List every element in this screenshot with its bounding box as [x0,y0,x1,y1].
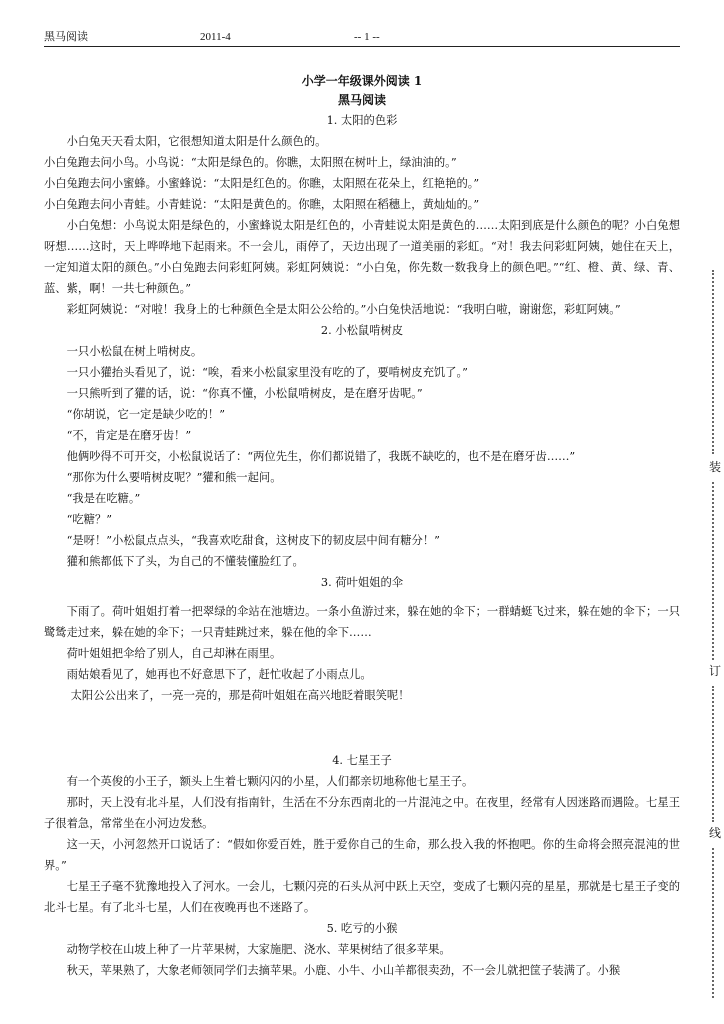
section-title: 4. 七星王子 [332,754,392,767]
header-date: 2011-4 [200,31,231,43]
section-title: 2. 小松鼠啃树皮 [320,324,404,337]
document-title: 小学一年级课外阅读 1 [301,74,423,88]
binding-char: 装 [708,460,721,474]
header-page-number: -- 1 -- [354,31,380,43]
paragraph: “吃糖？” [66,513,113,526]
paragraph: 动物学校在山坡上种了一片苹果树，大家施肥、浇水、苹果树结了很多苹果。 [66,943,451,956]
binding-margin [700,0,724,1024]
binding-dotted-line [712,482,714,660]
paragraph: 那时，天上没有北斗星，人们没有指南针，生活在不分东西南北的一片混沌之中。在夜里，经常有人因迷路而遇险。七星王子很着急，常常坐在小河边发愁。 [44,796,680,830]
paragraph: 小白兔跑去问小蜜蜂。小蜜蜂说：“太阳是红色的。你瞧，太阳照在花朵上，红艳艳的。” [44,177,480,190]
paragraph: “我是在吃糖。” [66,492,141,505]
page-header [44,30,680,47]
paragraph: 小白兔跑去问小鸟。小鸟说：“太阳是绿色的。你瞧，太阳照在树叶上，绿油油的。” [44,156,457,169]
section-title: 5. 吃亏的小猴 [326,922,398,935]
section-spacer [44,706,680,750]
paragraph: “是呀！”小松鼠点点头，“我喜欢吃甜食，这树皮下的韧皮层中间有糖分！” [66,534,440,547]
paragraph: 这一天，小河忽然开口说话了：“假如你爱百姓，胜于爱你自己的生命，那么投入我的怀抱吧。你的生命将会照亮混沌的世界。” [44,838,680,872]
paragraph: 一只熊听到了獾的话，说：“你真不懂，小松鼠啃树皮，是在磨牙齿呢。” [66,387,423,400]
paragraph: 七星王子毫不犹豫地投入了河水。一会儿，七颗闪亮的石头从河中跃上天空，变成了七颗闪亮的星星，那就是七星王子变的北斗七星。有了北斗七星，人们在夜晚再也不迷路了。 [44,880,680,914]
paragraph: “你胡说，它一定是缺少吃的！” [66,408,226,421]
paragraph: 小白兔跑去问小青蛙。小青蛙说：“太阳是黄色的。你瞧，太阳照在稻穗上，黄灿灿的。” [44,198,480,211]
paragraph: 一只小獾抬头看见了，说：“唉，看来小松鼠家里没有吃的了，要啃树皮充饥了。” [66,366,468,379]
binding-dotted-line [712,848,714,998]
binding-dotted-line [712,686,714,822]
binding-char: 订 [708,664,721,678]
paragraph: 秋天，苹果熟了，大象老师领同学们去摘苹果。小鹿、小牛、小山羊都很卖劲，不一会儿就把筐子装满了。小猴 [66,964,621,977]
paragraph: 他俩吵得不可开交，小松鼠说话了：“两位先生，你们都说错了，我既不缺吃的，也不是在磨牙齿……” [66,450,576,463]
paragraph: 下雨了。荷叶姐姐打着一把翠绿的伞站在池塘边。一条小鱼游过来，躲在她的伞下；一群蜻蜓飞过来，躲在她的伞下；一只鹭鸶走过来，躲在她的伞下；一只青蛙跳过来，躲在他的伞下…… [44,605,680,639]
paragraph: 彩虹阿姨说：“对啦！我身上的七种颜色全是太阳公公给的。”小白兔快活地说：“我明白啦，谢谢您，彩虹阿姨。” [66,303,621,316]
section-title: 3. 荷叶姐姐的伞 [320,576,404,589]
paragraph: 一只小松鼠在树上啃树皮。 [66,345,203,358]
document-body [44,72,680,981]
paragraph: “不，肯定是在磨牙齿！” [66,429,192,442]
binding-char: 线 [708,826,721,840]
paragraph: 雨姑娘看见了，她再也不好意思下了，赶忙收起了小雨点儿。 [66,668,372,681]
section-title: 1. 太阳的色彩 [326,114,398,127]
document-subtitle: 黑马阅读 [337,93,386,107]
paragraph: 獾和熊都低下了头，为自己的不懂装懂脸红了。 [66,555,304,568]
binding-dotted-line [712,270,714,454]
header-title: 黑马阅读 [44,31,88,43]
paragraph: 荷叶姐姐把伞给了别人，自己却淋在雨里。 [66,647,282,660]
paragraph: 小白兔想：小鸟说太阳是绿色的，小蜜蜂说太阳是红色的，小青蛙说太阳是黄色的……太阳到底是什么颜色的呢？小白兔想呀想……这时，天上哗哗地下起雨来。不一会儿，雨停了，天边出现了一道美丽的彩虹。“对！我去问彩虹阿姨，她住在天上，一定知道太阳的颜色。”小白兔跑去问彩虹阿姨。彩虹阿姨说：“小白兔，你先数一数我身上的颜色吧。”“红、橙、黄、绿、青、蓝、紫，啊！一共七种颜色。” [44,219,680,295]
paragraph: 小白兔天天看太阳，它很想知道太阳是什么颜色的。 [66,135,327,148]
paragraph: 有一个英俊的小王子，额头上生着七颗闪闪的小星，人们都亲切地称他七星王子。 [66,775,474,788]
paragraph: “那你为什么要啃树皮呢？”獾和熊一起问。 [66,471,282,484]
paragraph: 太阳公公出来了，一亮一亮的，那是荷叶姐姐在高兴地眨着眼笑呢！ [70,689,410,702]
